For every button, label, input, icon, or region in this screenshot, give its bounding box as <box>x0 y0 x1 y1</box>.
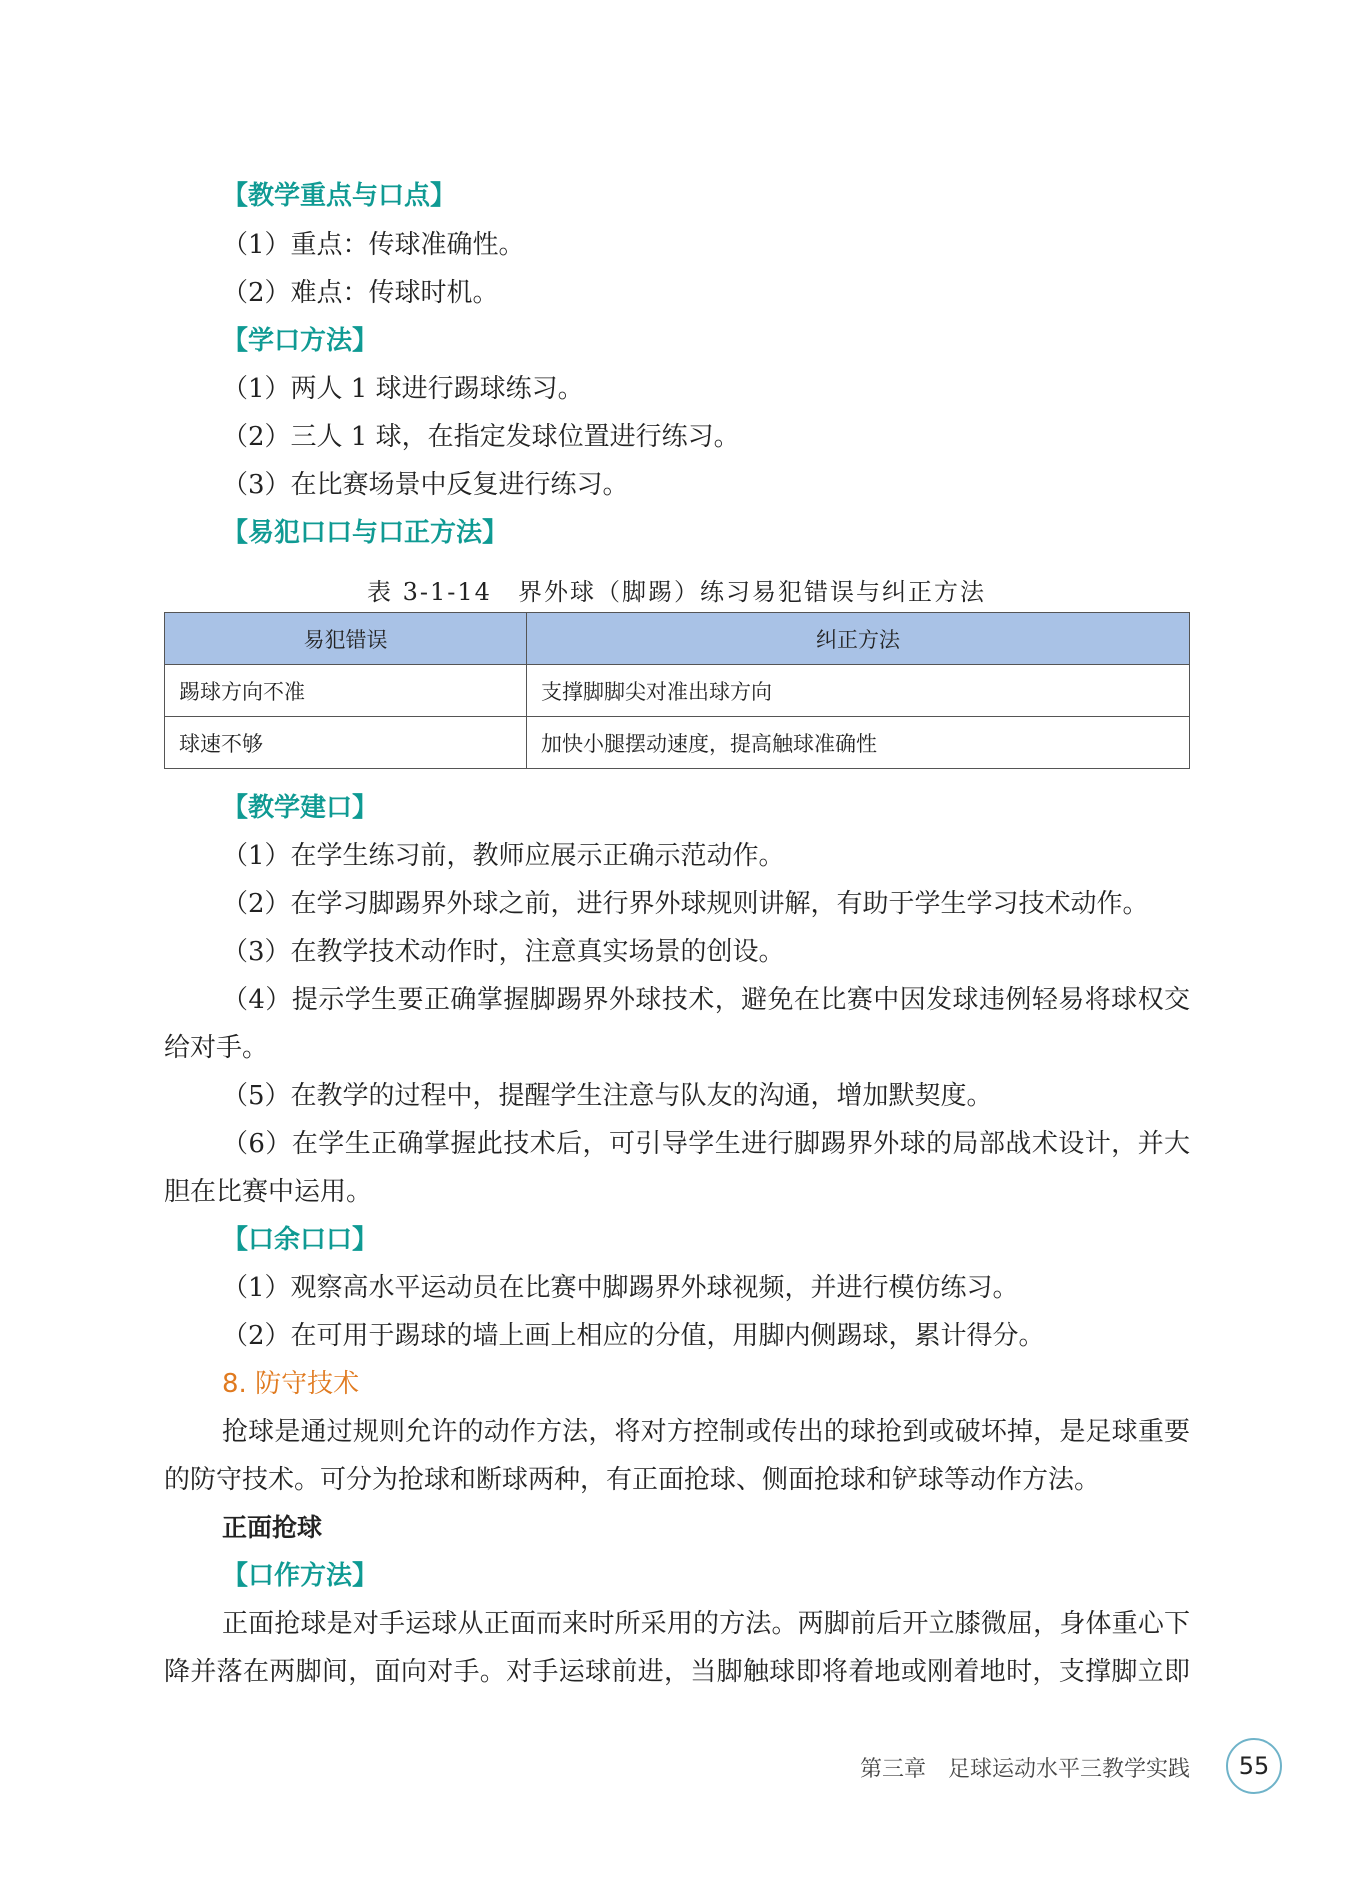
defense-paragraph-line: 抢球是通过规则允许的动作方法，将对方控制或传出的球抢到或破坏掉，是足球重要 <box>222 1417 1190 1447</box>
chapter-footer: 第三章 足球运动水平三教学实践 <box>859 1757 1190 1782</box>
table-cell: 支撑脚脚尖对准出球方向 <box>527 665 1190 717</box>
table-cell: 踢球方向不准 <box>165 665 527 717</box>
suggestion-item-continued: 胆在比赛中运用。 <box>164 1177 373 1207</box>
action-method-line: 正面抢球是对手运球从正面而来时所采用的方法。两脚前后开立膝微屈，身体重心下 <box>222 1609 1190 1639</box>
table-row <box>165 717 1190 769</box>
learning-methods-heading: 【学口方法】 <box>222 326 379 356</box>
defense-heading: 8. 防守技术 <box>222 1369 360 1399</box>
table-header-cell: 纠正方法 <box>527 613 1190 665</box>
errors-heading: 【易犯口口与口正方法】 <box>222 518 509 548</box>
table-cell: 加快小腿摆动速度，提高触球准确性 <box>527 717 1190 769</box>
learning-method-item: （1）两人 1 球进行踢球练习。 <box>222 374 584 404</box>
suggestion-item: （1）在学生练习前，教师应展示正确示范动作。 <box>222 841 785 871</box>
table-cell: 球速不够 <box>165 717 527 769</box>
suggestion-item: （2）在学习脚踢界外球之前，进行界外球规则讲解，有助于学生学习技术动作。 <box>222 889 1149 919</box>
page-number: 55 <box>1226 1738 1282 1794</box>
defense-paragraph-line: 的防守技术。可分为抢球和断球两种，有正面抢球、侧面抢球和铲球等动作方法。 <box>164 1465 1101 1495</box>
table-header-cell: 易犯错误 <box>165 613 527 665</box>
table-caption: 表 3-1-14 界外球（脚踢）练习易犯错误与纠正方法 <box>367 578 986 606</box>
front-tackle-subheading: 正面抢球 <box>222 1513 323 1542</box>
spare-time-item: （1）观察高水平运动员在比赛中脚踢界外球视频，并进行模仿练习。 <box>222 1273 1019 1303</box>
learning-method-item: （3）在比赛场景中反复进行练习。 <box>222 470 629 500</box>
table-row <box>165 665 1190 717</box>
teaching-suggestions-heading: 【教学建口】 <box>222 793 379 823</box>
suggestion-item: （6）在学生正确掌握此技术后，可引导学生进行脚踢界外球的局部战术设计，并大 <box>222 1129 1190 1159</box>
key-point-item: （2）难点：传球时机。 <box>222 278 499 308</box>
action-method-line: 降并落在两脚间，面向对手。对手运球前进，当脚触球即将着地或刚着地时，支撑脚立即 <box>164 1657 1190 1687</box>
suggestion-item: （4）提示学生要正确掌握脚踢界外球技术，避免在比赛中因发球违例轻易将球权交 <box>222 985 1190 1015</box>
learning-method-item: （2）三人 1 球，在指定发球位置进行练习。 <box>222 422 740 452</box>
spare-time-heading: 【口余口口】 <box>222 1225 379 1255</box>
error-correction-table <box>164 612 1190 769</box>
spare-time-item: （2）在可用于踢球的墙上画上相应的分值，用脚内侧踢球，累计得分。 <box>222 1321 1045 1351</box>
key-point-item: （1）重点：传球准确性。 <box>222 230 525 260</box>
table-header-row <box>165 613 1190 665</box>
suggestion-item: （5）在教学的过程中，提醒学生注意与队友的沟通，增加默契度。 <box>222 1081 993 1111</box>
suggestion-item: （3）在教学技术动作时，注意真实场景的创设。 <box>222 937 785 967</box>
key-points-heading: 【教学重点与口点】 <box>222 181 457 211</box>
action-method-heading: 【口作方法】 <box>222 1561 379 1591</box>
suggestion-item-continued: 给对手。 <box>164 1033 269 1063</box>
